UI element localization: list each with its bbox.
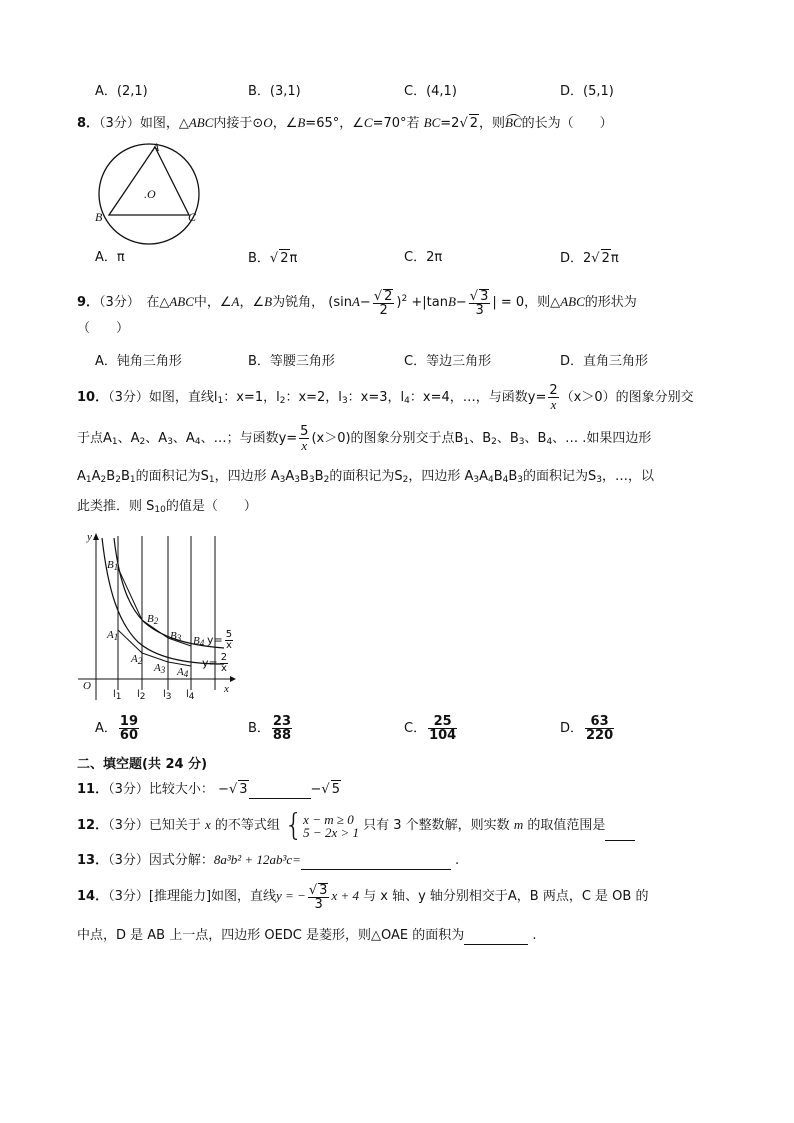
label-b: B [95, 210, 103, 224]
fig-label-a2: $A_2$ [131, 653, 143, 666]
q12-stem: 12．（3分）已知关于 x 的不等式组 { x − m ≥ 0 5 − 2x > 1 只有 3 个整数解，则实数 m 的取值范围是 [77, 810, 635, 841]
q7-option-a[interactable]: A．(2,1) [95, 84, 148, 99]
fig-label-a1: $A_1$ [107, 629, 119, 642]
q11-answer-blank[interactable] [249, 784, 311, 799]
y-axis-arrow [93, 533, 99, 540]
q10-option-a[interactable]: A． $\frac{19}{60}$ [95, 714, 138, 743]
q7-option-c[interactable]: C．(4,1) [404, 84, 457, 99]
fig-label-b1: $B_1$ [107, 559, 119, 572]
fig-label-y: y [87, 531, 92, 543]
q8-stem: 8．（3分）如图，△ABC内接于⊙O，∠B=65°，∠C=70°若 BC=2√ 2，则BC的长为（ ） [77, 115, 613, 131]
fig-label-a4: $A_4$ [177, 666, 189, 679]
q13-answer-blank[interactable] [301, 855, 451, 870]
fig-label-l4: $l_4$ [186, 689, 195, 702]
fig-label-fn2: y= $\frac{2}{x}$ [202, 652, 228, 674]
q8-option-d[interactable]: D．2√ 2π [560, 251, 619, 266]
fig-label-b3: $B_3$ [170, 630, 182, 643]
q9-option-d[interactable]: D．直角三角形 [560, 354, 649, 369]
fig-label-l1: $l_1$ [113, 689, 122, 702]
q9-paren: （ ） [77, 321, 130, 336]
q9-stem: 9．（3分） 在△ABC中，∠A，∠B为锐角， (sinA− $\frac{√ 2}{2}$ )$^2$ +|tanB− $\frac{√ 3}{3}$ | = 0，则△ABC的形状为 [77, 288, 637, 318]
fig-label-fn5: y= $\frac{5}{x}$ [207, 629, 233, 651]
q9-option-a[interactable]: A．钝角三角形 [95, 354, 182, 369]
q10-option-b[interactable]: B． $\frac{23}{88}$ [248, 714, 292, 743]
q8-option-b[interactable]: B．√ 2π [248, 251, 298, 266]
q13-number: 13． [77, 853, 109, 868]
q10-option-c[interactable]: C． $\frac{25}{104}$ [404, 714, 457, 743]
q10-option-d[interactable]: D． $\frac{63}{220}$ [560, 714, 614, 743]
fig-label-a3: $A_3$ [154, 662, 166, 675]
q14-line1: 14．（3分）[推理能力]如图，直线y = − $\frac{√ 3}{3}$ x + 4 与 x 轴、y 轴分别相交于A，B 两点，C 是 OB 的 [77, 882, 649, 912]
x-axis-arrow [230, 676, 236, 682]
label-c: C [188, 210, 197, 224]
segment-b1-b2 [118, 568, 142, 620]
q8-number: 8． [77, 116, 100, 131]
q12-number: 12． [77, 818, 109, 833]
fig-label-x: x [224, 683, 229, 695]
triangle-abc [109, 147, 189, 215]
q11-stem: 11．（3分）比较大小： −√ 3 −√ 5 [77, 782, 340, 797]
q8-score: （3分） [99, 116, 140, 131]
curve-2-over-x [102, 538, 224, 664]
section-heading-fill-blank: 二、填空题(共 24 分) [77, 757, 208, 772]
q10-line1: 10．（3分）如图，直线$l_1$：x=1，$l_2$：x=2，$l_3$：x=3，$l_4$：x=4，…，与函数y= $\frac{2}{x}$ （x＞0）的图象分别交 [77, 383, 694, 412]
q12-answer-blank[interactable] [605, 826, 635, 841]
q9-option-c[interactable]: C．等边三角形 [404, 354, 492, 369]
q8-option-c[interactable]: C．2π [404, 250, 443, 265]
label-o: .O [144, 187, 156, 201]
q11-number: 11． [77, 782, 109, 797]
q13-stem: 13．（3分）因式分解：8a³b² + 12ab³c= . [77, 852, 460, 868]
fig-label-l3: $l_3$ [163, 689, 172, 702]
q7-option-d[interactable]: D．(5,1) [560, 84, 614, 99]
fig-label-l2: $l_2$ [137, 689, 146, 702]
q9-option-b[interactable]: B．等腰三角形 [248, 354, 335, 369]
fig-label-b2: $B_2$ [147, 613, 159, 626]
q10-line3: $A_1A_2B_2B_1$的面积记为$S_1$，四边形 $A_3A_3B_3B_2$的面积记为$S_2$，四边形 $A_3A_4B_4B_3$的面积记为$S_3$，…，以 [77, 469, 655, 485]
label-a: A [152, 140, 160, 154]
arc-bc: BC [505, 115, 522, 130]
q10-line4: 此类推．则 $S_{10}$的值是（ ） [77, 499, 257, 515]
q10-number: 10． [77, 390, 109, 405]
fig-label-o: O [83, 680, 91, 692]
q14-line2: 中点，D 是 AB 上一点，四边形 OEDC 是菱形，则△OAE 的面积为 . [77, 928, 537, 943]
q10-line2: 于点$A_1$、$A_2$、$A_3$、$A_4$、…；与函数y= $\frac{5}{x}$ (x＞0)的图象分别交于点$B_1$、$B_2$、$B_3$、$B_4$、… .如果四边形 [77, 424, 652, 453]
fig-label-b4: $B_4$ [193, 635, 205, 648]
q9-number: 9． [77, 295, 100, 310]
q7-option-b[interactable]: B．(3,1) [248, 84, 301, 99]
q14-number: 14． [77, 889, 109, 904]
q14-answer-blank[interactable] [464, 930, 528, 945]
q8-option-a[interactable]: A．π [95, 250, 125, 265]
